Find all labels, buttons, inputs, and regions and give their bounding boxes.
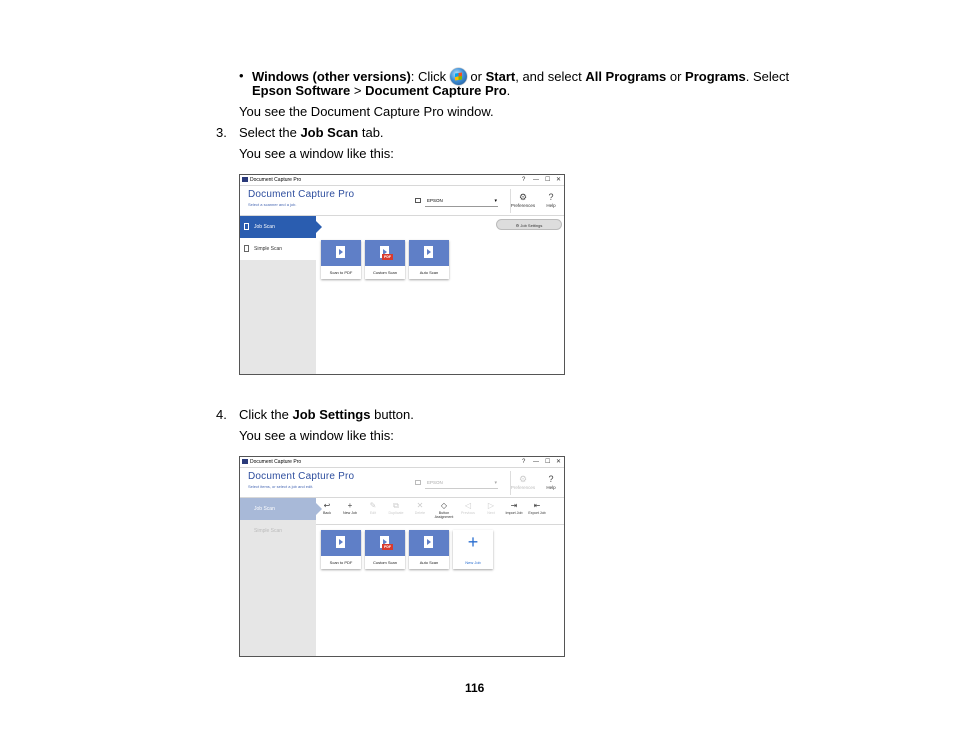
job-card-auto-scan[interactable] <box>409 240 449 279</box>
minimize-button[interactable]: — <box>533 177 539 183</box>
next-icon: ▷ <box>487 501 495 510</box>
job-settings-text: Job Settings <box>292 407 371 422</box>
title-bar <box>240 175 564 185</box>
programs-label: Programs <box>685 69 746 84</box>
pdf-badge-icon: PDF <box>384 255 391 259</box>
preferences-button[interactable] <box>510 191 536 208</box>
help-icon: ? <box>548 474 554 484</box>
app-subtitle: Select a scanner and a job. <box>248 202 297 207</box>
help-control[interactable]: ? <box>522 459 526 465</box>
delete-button <box>408 500 432 515</box>
tool-label: Back <box>323 511 331 515</box>
screenshot-window-2 <box>239 456 565 657</box>
job-card-header <box>409 530 449 556</box>
plus-icon: + <box>347 501 353 510</box>
step-3-text <box>239 125 384 140</box>
tab-label: Job Scan <box>254 506 275 512</box>
job-card-label: Custom Scan <box>372 560 397 565</box>
preferences-label: Preferences <box>510 485 536 490</box>
job-card-header <box>321 240 361 266</box>
step-4-number: 4. <box>216 407 227 422</box>
scan-job-icon <box>336 246 345 258</box>
maximize-button[interactable]: ☐ <box>545 177 551 183</box>
settings-icon: ⚙ <box>515 223 521 228</box>
document-capture-pro-label: Document Capture Pro <box>365 83 507 98</box>
close-button[interactable]: ✕ <box>556 177 562 183</box>
scanner-icon <box>415 480 421 485</box>
all-programs-label: All Programs <box>585 69 667 84</box>
assignment-icon: ◇ <box>440 501 448 510</box>
divider <box>240 185 564 186</box>
tab-job-scan[interactable] <box>240 216 316 238</box>
page-number: 116 <box>465 681 485 695</box>
tool-label: Duplicate <box>388 511 404 515</box>
step-text: tab. <box>358 125 384 140</box>
title-bar <box>240 457 564 467</box>
step-3-number: 3. <box>216 125 227 140</box>
tool-label: Edit <box>369 511 377 515</box>
job-card-label: Auto Scan <box>419 270 439 275</box>
screenshot-window-1 <box>239 174 565 375</box>
document-icon <box>244 223 249 230</box>
preferences-button <box>510 473 536 490</box>
step-4-text <box>239 407 414 422</box>
bullet-text: . <box>506 83 511 98</box>
scanner-value: EPSON <box>427 480 443 485</box>
step-text: Click the <box>239 407 293 422</box>
help-icon: ? <box>548 192 554 202</box>
job-card-label: Scan to PDF <box>329 560 353 565</box>
tab-label: Simple Scan <box>254 528 283 534</box>
windows-versions-label: Windows (other versions) <box>252 69 411 84</box>
tool-label: New Job <box>343 511 357 515</box>
new-job-card[interactable] <box>453 530 493 569</box>
app-subtitle: Select items, or select a job and edit. <box>248 484 314 489</box>
job-settings-label: Job Settings <box>520 223 543 228</box>
back-button[interactable] <box>315 500 339 515</box>
previous-icon: ◁ <box>464 501 472 510</box>
job-settings-button[interactable] <box>496 219 562 230</box>
duplicate-button <box>384 500 408 515</box>
tool-label: Button Assignment <box>434 511 454 519</box>
tab-simple-scan <box>240 520 316 542</box>
chevron-down-icon: ▾ <box>494 198 497 204</box>
plus-icon: + <box>467 532 479 552</box>
job-card-scan-to-pdf[interactable] <box>321 530 361 569</box>
see-like-text-2: You see a window like this: <box>239 428 394 443</box>
bullet-text: , and select <box>515 69 586 84</box>
minimize-button[interactable]: — <box>533 459 539 465</box>
bullet-marker: • <box>239 68 244 83</box>
tool-label: Next <box>487 511 495 515</box>
back-icon: ↩ <box>323 501 331 510</box>
import-icon: ⇥ <box>510 501 518 510</box>
help-button[interactable] <box>538 191 564 208</box>
job-card-header <box>365 240 405 266</box>
scan-job-icon <box>424 246 433 258</box>
job-card-label: Auto Scan <box>419 560 439 565</box>
see-window-text: You see the Document Capture Pro window. <box>239 104 494 119</box>
job-card-custom-scan[interactable] <box>365 240 405 279</box>
help-label: Help <box>546 203 556 208</box>
scan-job-icon <box>336 536 345 548</box>
epson-software-label: Epson Software <box>252 83 351 98</box>
maximize-button[interactable]: ☐ <box>545 459 551 465</box>
tab-label: Simple Scan <box>254 246 283 252</box>
duplicate-icon: ⧉ <box>393 501 399 510</box>
bullet-text: > <box>350 83 366 98</box>
job-card-header <box>365 530 405 556</box>
scanner-select[interactable] <box>425 196 498 207</box>
chevron-down-icon: ▾ <box>494 480 497 486</box>
job-card-header <box>409 240 449 266</box>
previous-button <box>456 500 480 515</box>
help-control[interactable]: ? <box>522 177 526 183</box>
job-card-custom-scan[interactable] <box>365 530 405 569</box>
step-text: button. <box>370 407 414 422</box>
job-card-label: Scan to PDF <box>329 270 353 275</box>
next-button <box>479 500 503 515</box>
tab-label: Job Scan <box>254 224 275 230</box>
new-job-button[interactable] <box>338 500 362 515</box>
preferences-label: Preferences <box>510 203 536 208</box>
import-job-button[interactable] <box>502 500 526 515</box>
job-card-label: Custom Scan <box>372 270 397 275</box>
new-job-label: New Job <box>465 560 481 565</box>
button-assignment-button[interactable] <box>432 500 456 519</box>
bullet-text: or <box>666 69 686 84</box>
close-button[interactable]: ✕ <box>556 459 562 465</box>
bullet-text: . Select <box>745 69 790 84</box>
scanner-select <box>425 478 498 489</box>
app-title: Document Capture Pro <box>248 471 355 482</box>
gear-icon: ⚙ <box>518 192 528 202</box>
tool-label: Previous <box>461 511 475 515</box>
scanner-icon <box>244 245 249 252</box>
tool-label: Export Job <box>528 511 546 515</box>
job-card-scan-to-pdf[interactable] <box>321 240 361 279</box>
job-scan-label: Job Scan <box>300 125 359 140</box>
job-card-auto-scan[interactable] <box>409 530 449 569</box>
window-title: Document Capture Pro <box>250 459 302 465</box>
tool-label: Import Job <box>505 511 523 515</box>
bullet-line-2 <box>252 83 510 98</box>
see-like-text-1: You see a window like this: <box>239 146 394 161</box>
bullet-text: or <box>466 69 486 84</box>
scanner-value: EPSON <box>427 198 443 203</box>
edit-button <box>361 500 385 515</box>
export-job-button[interactable] <box>525 500 549 515</box>
divider <box>316 524 564 525</box>
step-text: Select the <box>239 125 301 140</box>
gear-icon: ⚙ <box>518 474 528 484</box>
scanner-icon <box>415 198 421 203</box>
pencil-icon: ✎ <box>369 501 377 510</box>
bullet-text: : Click <box>410 69 450 84</box>
help-button[interactable] <box>538 473 564 490</box>
app-icon <box>242 177 248 182</box>
delete-icon: ✕ <box>416 501 424 510</box>
divider <box>240 467 564 468</box>
help-label: Help <box>546 485 556 490</box>
app-icon <box>242 459 248 464</box>
job-card-header <box>321 530 361 556</box>
tool-label: Delete <box>414 511 426 515</box>
tab-simple-scan[interactable] <box>240 238 316 260</box>
start-label: Start <box>485 69 516 84</box>
app-title: Document Capture Pro <box>248 189 355 200</box>
pdf-badge-icon: PDF <box>384 545 391 549</box>
scan-job-icon <box>424 536 433 548</box>
export-icon: ⇤ <box>533 501 541 510</box>
window-title: Document Capture Pro <box>250 177 302 183</box>
tab-job-scan <box>240 498 316 520</box>
